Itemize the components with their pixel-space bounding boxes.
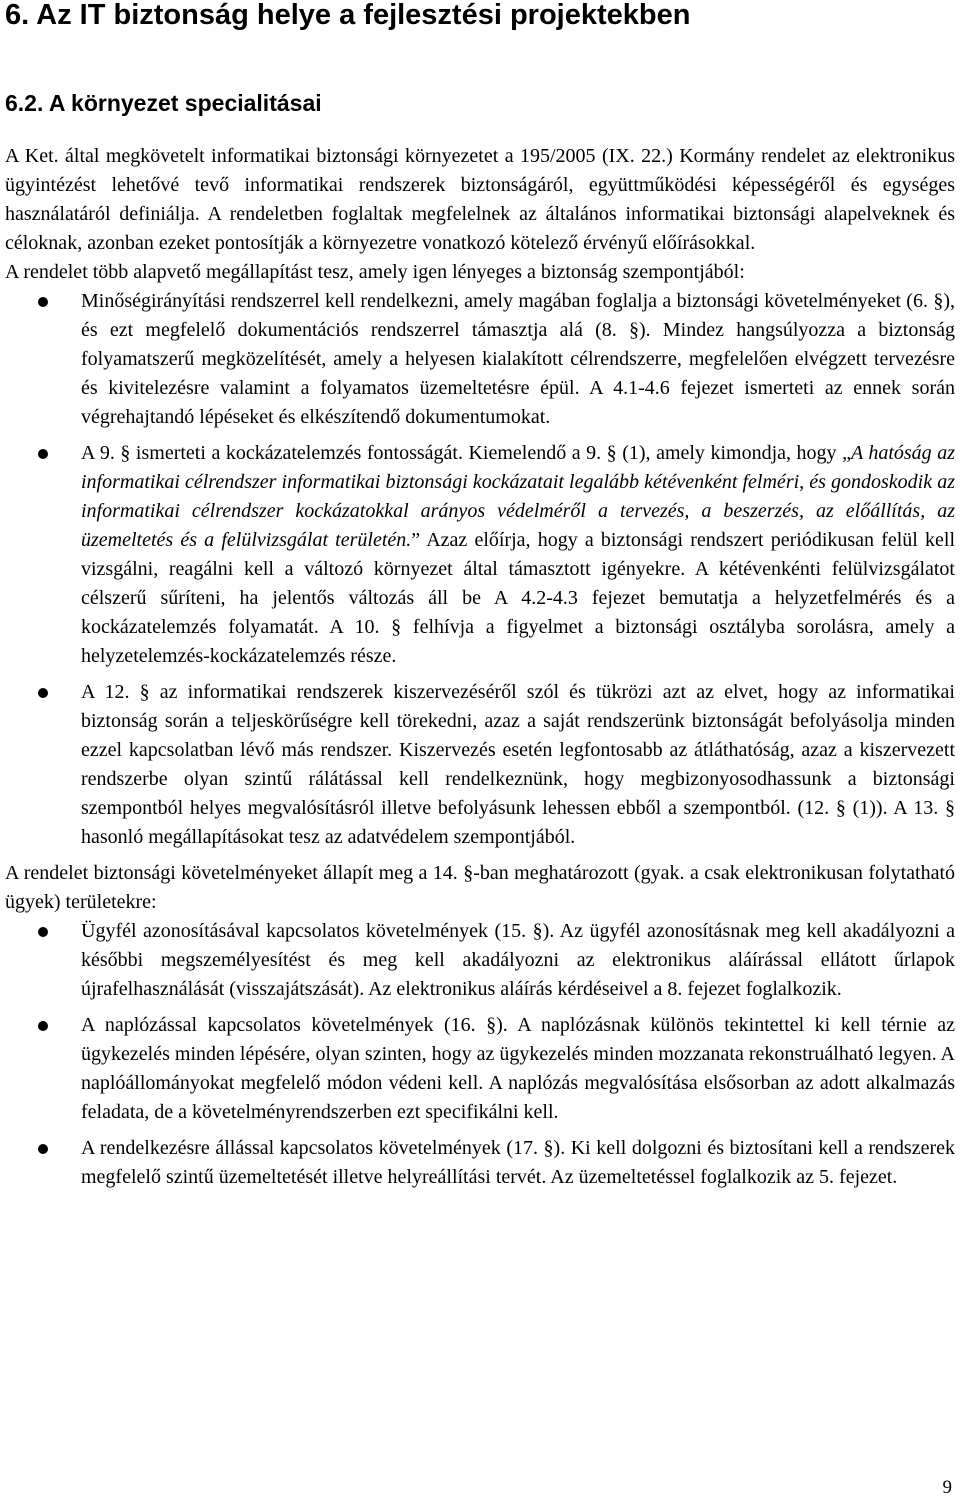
bullet-icon: [38, 449, 48, 459]
list-item-quality-management: [5, 287, 955, 432]
list-item-text: Minőségirányítási rendszerrel kell rendelkezni, amely magában foglalja a biztonsági követelményeket (6. §), és ezt megfelelő dokumentációs rendszerrel támasztja alá (8. §). Mindez hangsúlyozza a biztonság folyamatszerű megközelítését, amely a helyesen kialakított célrendszerre, megfelelően elvégzett tervezésre és kivitelezésre valamint a folyamatos üzemeltetésre épül. A 4.1-4.6 fejezet ismerteti az ennek során végrehajtandó lépéseket és elkészítendő dokumentumokat.: [81, 290, 955, 428]
list-item-risk-analysis: [5, 439, 955, 671]
requirements-list: [5, 287, 955, 852]
statement-paragraph: A rendelet több alapvető megállapítást tesz, amely igen lényeges a biztonság szempontjából:: [5, 261, 745, 283]
list-item-text-end: ” Azaz előírja, hogy a biztonsági rendszert periódikusan felül kell vizsgálni, reagálni kell a változó környezet által támasztott igényekre. A kétévenkénti felülvizsgálatot célszerű sűríteni, ha jelentős változás áll be A 4.2-4.3 fejezet bemutatja a helyzetfelmérés és a kockázatelemzés folyamatát. A 10. § felhívja a figyelmet a biztonsági osztályba sorolásra, amely a helyzetelemzés-kockázatelemzés része.: [81, 529, 956, 667]
list-item-text: A rendelkezésre állással kapcsolatos követelmények (17. §). Ki kell dolgozni és biztosítani kell a rendszerek megfelelő szintű üzemeltetését illetve helyreállítási tervét. Az üzemeltetéssel foglalkozik az 5. fejezet.: [81, 1137, 955, 1188]
list-item-outsourcing: [5, 678, 955, 852]
bullet-icon: [38, 1144, 48, 1154]
list-item-logging: [5, 1011, 955, 1127]
bullet-icon: [38, 927, 48, 937]
list-item-text: Ügyfél azonosításával kapcsolatos követelmények (15. §). Az ügyfél azonosításnak meg kell akadályozni a későbbi megszemélyesítést és meg kell akadályozni az elektronikus aláírással ellátott űrlapok újrafelhasználását (visszajátszását). Az elektronikus aláírás kérdéseivel a 8. fejezet foglalkozik.: [81, 920, 955, 1000]
list-item-text: A naplózással kapcsolatos követelmények (16. §). A naplózásnak különös tekintettel ki kell térnie az ügykezelés minden lépésére, olyan szinten, hogy az ügykezelés minden mozzanata rekonstruálható legyen. A naplóállományokat megfelelő módon védeni kell. A naplózás megvalósítása elsősorban az adott alkalmazás feladata, de a követelményrendszerben ezt specifikálni kell.: [81, 1014, 955, 1123]
document-body: [5, 142, 955, 1199]
section-heading: 6.2. A környezet specialitásai: [5, 90, 322, 116]
list-item-text: A 12. § az informatikai rendszerek kiszervezéséről szól és tükrözi azt az elvet, hogy az informatikai biztonság során a teljeskörűségre kell törekedni, azaz a saját rendszerünk biztonságát befolyásolja minden ezzel kapcsolatban lévő más rendszer. Kiszervezés esetén legfontosabb az átláthatóság, azaz a kiszervezett rendszerbe olyan szintű rálátással kell rendelkeznünk, hogy megbizonyosodhassunk a biztonsági szempontból helyes megvalósításról illetve befolyásunk lehessen ebből a szempontból. (12. § (1)). A 13. § hasonló megállapításokat tesz az adatvédelem szempontjából.: [81, 681, 955, 848]
security-areas-list: [5, 917, 955, 1192]
list-item-availability: [5, 1134, 955, 1192]
chapter-heading: 6. Az IT biztonság helye a fejlesztési projektekben: [5, 0, 691, 31]
bullet-icon: [38, 688, 48, 698]
list-item-text-start: A 9. § ismerteti a kockázatelemzés fontosságát. Kiemelendő a 9. § (1), amely kimondja, hogy „: [81, 442, 851, 464]
bullet-icon: [38, 297, 48, 307]
areas-paragraph: A rendelet biztonsági követelményeket állapít meg a 14. §-ban meghatározott (gyak. a csak elektronikusan folytatható ügyek) területekre:: [5, 862, 955, 913]
bullet-icon: [38, 1021, 48, 1031]
page-number: 9: [942, 1477, 952, 1498]
list-item-client-identification: [5, 917, 955, 1004]
legal-quote: A hatóság az informatikai célrendszer informatikai biztonsági kockázatait legalább kétévenként felméri, és gondoskodik az informatikai célrendszer kockázatokkal arányos védelméről a tervezés, a beszerzés, az előállítás, az üzemeltetés és a felülvizsgálat területén.: [81, 442, 955, 551]
intro-paragraph: A Ket. által megkövetelt informatikai biztonsági környezetet a 195/2005 (IX. 22.) Kormány rendelet az elektronikus ügyintézést lehetővé tevő informatikai rendszerek biztonságáról, együttműködési képességéről és egységes használatáról definiálja. A rendeletben foglaltak megfelelnek az általános informatikai biztonsági alapelveknek és céloknak, azonban ezeket pontosítják a környezetre vonatkozó kötelező érvényű előírásokkal.: [5, 145, 955, 254]
